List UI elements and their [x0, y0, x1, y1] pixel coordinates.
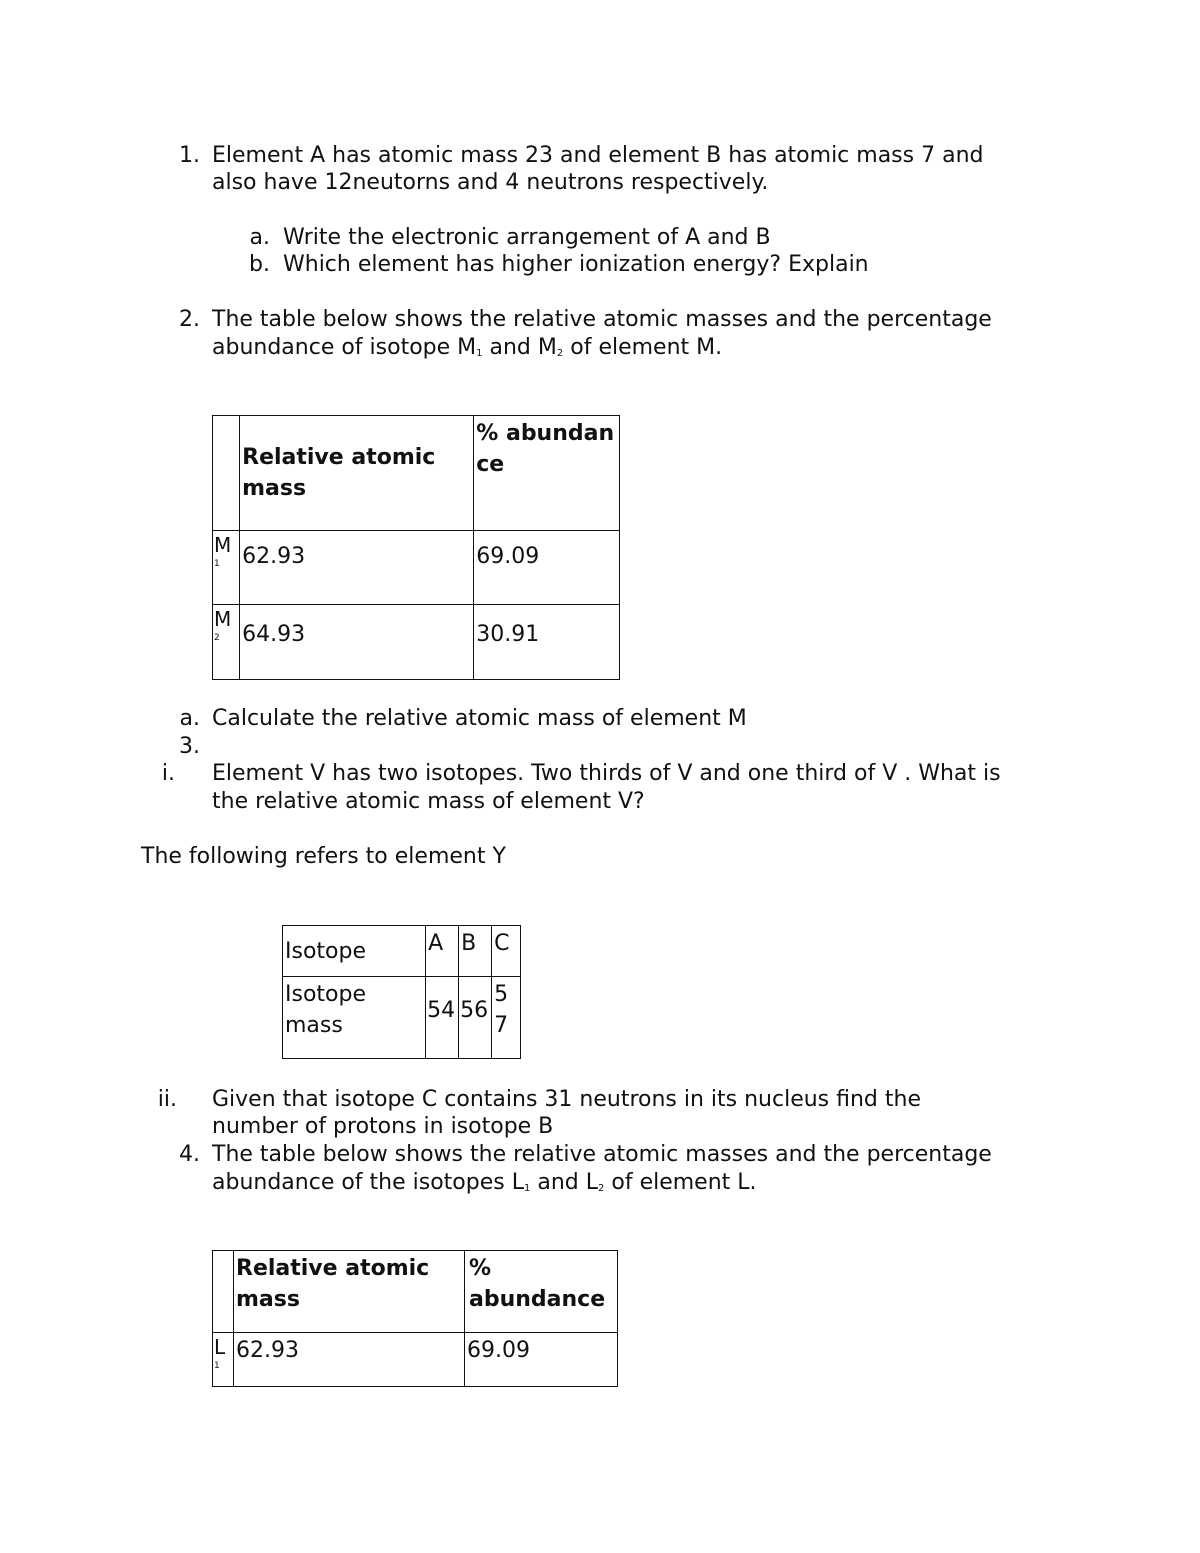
q1-number: 1.: [179, 143, 200, 168]
q3-i-line-1: Element V has two isotopes. Two thirds of V and one third of V . What is: [212, 761, 1001, 786]
mass-cell: 57: [492, 977, 521, 1059]
row-label: L 1: [213, 1333, 234, 1387]
q4-table: [212, 1250, 618, 1387]
table-row: [213, 605, 620, 680]
q2-a-label: a.: [179, 706, 200, 731]
q4-header-mass: Relative atomic mass: [234, 1251, 465, 1333]
q4-line-2: [212, 1169, 757, 1203]
table-cell: [213, 416, 240, 531]
mass-cell: 62.93: [234, 1333, 465, 1387]
abundance-cell: 69.09: [474, 531, 620, 605]
q3-ii-label: ii.: [157, 1087, 177, 1112]
q3-isotope-table: [282, 925, 521, 1059]
q4-line-2-post: of element L.: [604, 1170, 757, 1195]
q2-a-text: Calculate the relative atomic mass of element M: [212, 706, 747, 731]
q3-ii-line-2: number of protons in isotope B: [212, 1114, 554, 1139]
isotope-cell: C: [492, 926, 521, 977]
q1-a-label: a.: [249, 225, 270, 250]
q2-header-mass: Relative atomic mass: [240, 416, 474, 531]
table-row: [213, 1333, 618, 1387]
q3-i-line-2: the relative atomic mass of element V?: [212, 789, 645, 814]
q1-line-1: Element A has atomic mass 23 and element B has atomic mass 7 and: [212, 143, 984, 168]
row-label: M 1: [213, 531, 240, 605]
q1-b-label: b.: [249, 252, 270, 277]
abundance-cell: 30.91: [474, 605, 620, 680]
isotope-cell: B: [459, 926, 492, 977]
q4-header-abundance: % abundance: [465, 1251, 618, 1333]
abundance-cell: 69.09: [465, 1333, 618, 1387]
table-row: [213, 416, 620, 531]
table-row: [283, 926, 521, 977]
q4-line-2-mid: and L: [530, 1170, 598, 1195]
q2-line-2-pre: abundance of isotope M: [212, 335, 477, 360]
table-cell: [213, 1251, 234, 1333]
q2-line-2-post: of element M.: [563, 335, 723, 360]
isotope-cell: A: [426, 926, 459, 977]
q2-header-abundance: % abundance: [474, 416, 620, 531]
q4-number: 4.: [179, 1142, 200, 1167]
q1-line-2: also have 12neutorns and 4 neutrons respectively.: [212, 170, 769, 195]
mass-cell: 54: [426, 977, 459, 1059]
q2-line-2-mid: and M: [482, 335, 557, 360]
table-row: [213, 1251, 618, 1333]
q4-line-2-pre: abundance of the isotopes L: [212, 1170, 524, 1195]
q2-line-2: [212, 334, 722, 368]
mass-cell: 56: [459, 977, 492, 1059]
mass-cell: 64.93: [240, 605, 474, 680]
q4-line-1: The table below shows the relative atomic masses and the percentage: [212, 1142, 992, 1167]
q2-number: 2.: [179, 307, 200, 332]
table-row: [283, 977, 521, 1059]
q4-sub-1: 1: [523, 1183, 531, 1194]
q2-table: [212, 415, 620, 680]
q3-ii-line-1: Given that isotope C contains 31 neutrons in its nucleus find the: [212, 1087, 921, 1112]
q1-a-text: Write the electronic arrangement of A and B: [283, 225, 771, 250]
q3-intro: The following refers to element Y: [141, 844, 506, 869]
mass-cell: 62.93: [240, 531, 474, 605]
q4-sub-2: 2: [598, 1183, 605, 1194]
q1-b-text: Which element has higher ionization energy? Explain: [283, 252, 869, 277]
q3-i-label: i.: [161, 761, 175, 786]
q2-line-1: The table below shows the relative atomic masses and the percentage: [212, 307, 992, 332]
q2-sub-2: 2: [556, 348, 564, 359]
mass-row-label: Isotope mass: [283, 977, 426, 1059]
q3-number: 3.: [179, 734, 200, 759]
table-row: [213, 531, 620, 605]
row-label: M 2: [213, 605, 240, 680]
q2-sub-1: 1: [476, 348, 483, 359]
isotope-row-label: Isotope: [283, 926, 426, 977]
